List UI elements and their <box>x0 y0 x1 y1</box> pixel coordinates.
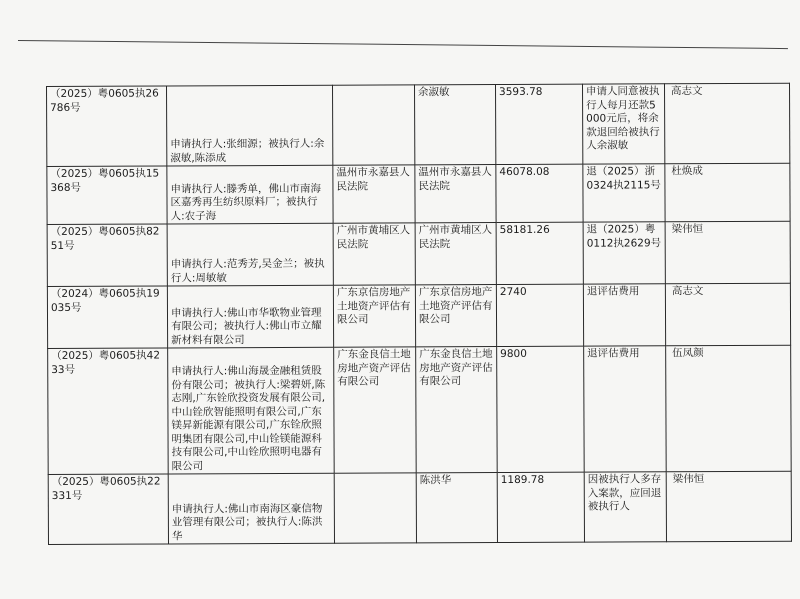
payee-cell: 余淑敏 <box>414 85 495 165</box>
parties-cell: 申请执行人:佛山海晟金融租赁股份有限公司；被执行人:梁碧妍,陈志刚,广东铨欣投资发展有限公司,中山铨欣智能照明有限公司,广东镁昇新能源有限公司,广东铨欣照明集团有限公司,中山铨镁能源科技有限公司,中山铨欣照明电器有限公司 <box>168 347 335 474</box>
court-cell <box>332 85 414 165</box>
table-row <box>47 83 790 166</box>
scan-edge-line <box>18 40 788 49</box>
payee-cell: 广东京信房地产土地资产评估有限公司 <box>415 285 496 347</box>
handler-cell: 梁伟恒 <box>666 471 791 542</box>
amount-cell: 46078.08 <box>496 164 583 222</box>
amount-cell: 9800 <box>497 346 585 472</box>
court-cell <box>334 473 416 543</box>
parties-cell: 申请执行人:范秀芳,吴金兰；被执行人:周敏敏 <box>167 223 333 286</box>
refund-table <box>46 83 792 545</box>
amount-cell: 2740 <box>496 284 583 346</box>
amount-cell: 58181.26 <box>496 222 583 284</box>
case-number-cell: （2025）粤0605执22331号 <box>48 474 168 545</box>
handler-cell: 杜焕成 <box>665 163 790 222</box>
case-number-cell: （2025）粤0605执8251号 <box>47 224 167 287</box>
amount-cell: 1189.78 <box>497 472 584 542</box>
case-number-cell: （2025）粤0605执4233号 <box>48 348 169 475</box>
payee-cell: 广州市黄埔区人民法院 <box>415 223 496 285</box>
table-row <box>48 471 791 544</box>
case-number-cell: （2025）粤0605执26786号 <box>47 86 167 167</box>
handler-cell: 高志文 <box>664 83 789 164</box>
parties-cell: 申请执行人:佛山市南海区豪信物业管理有限公司；被执行人:陈洪华 <box>168 473 334 544</box>
remark-cell: 退（2025）浙0324执2115号 <box>583 164 665 222</box>
parties-cell: 申请执行人:滕秀单，佛山市南海区嘉秀再生纺织原料厂；被执行人:农子海 <box>167 165 333 224</box>
remark-cell: 退（2025）粤0112执2629号 <box>583 222 665 284</box>
refund-table-sheet <box>46 83 791 554</box>
table-row <box>47 221 790 286</box>
parties-cell: 申请执行人:张细源；被执行人:余淑敏,陈添成 <box>167 85 333 166</box>
remark-cell: 退评估费用 <box>583 284 665 346</box>
court-cell: 广东京信房地产土地资产评估有限公司 <box>333 285 415 347</box>
court-cell: 广州市黄埔区人民法院 <box>333 223 415 285</box>
handler-cell: 高志文 <box>665 283 790 346</box>
amount-cell: 3593.78 <box>495 84 582 164</box>
table-row <box>47 283 790 348</box>
court-cell: 温州市永嘉县人民法院 <box>333 165 415 223</box>
handler-cell: 梁伟恒 <box>665 221 790 284</box>
payee-cell: 温州市永嘉县人民法院 <box>415 165 496 223</box>
table-row <box>48 345 792 474</box>
case-number-cell: （2024）粤0605执19035号 <box>47 286 167 349</box>
remark-cell: 申请人同意被执行人每月还款5000元后，将余款退回给被执行人余淑敏 <box>582 84 664 164</box>
handler-cell: 伍凤颜 <box>666 345 792 472</box>
remark-cell: 因被执行人多存入案款，应回退被执行人 <box>584 472 666 542</box>
remark-cell: 退评估费用 <box>584 346 667 472</box>
parties-cell: 申请执行人:佛山市华歌物业管理有限公司；被执行人:佛山市立耀新材料有限公司 <box>167 285 333 348</box>
table-row <box>47 163 790 224</box>
payee-cell: 陈洪华 <box>416 473 497 543</box>
court-cell: 广东金良信土地房地产资产评估有限公司 <box>334 347 417 473</box>
case-number-cell: （2025）粤0605执15368号 <box>47 166 167 225</box>
payee-cell: 广东金良信土地房地产资产评估有限公司 <box>416 347 498 473</box>
